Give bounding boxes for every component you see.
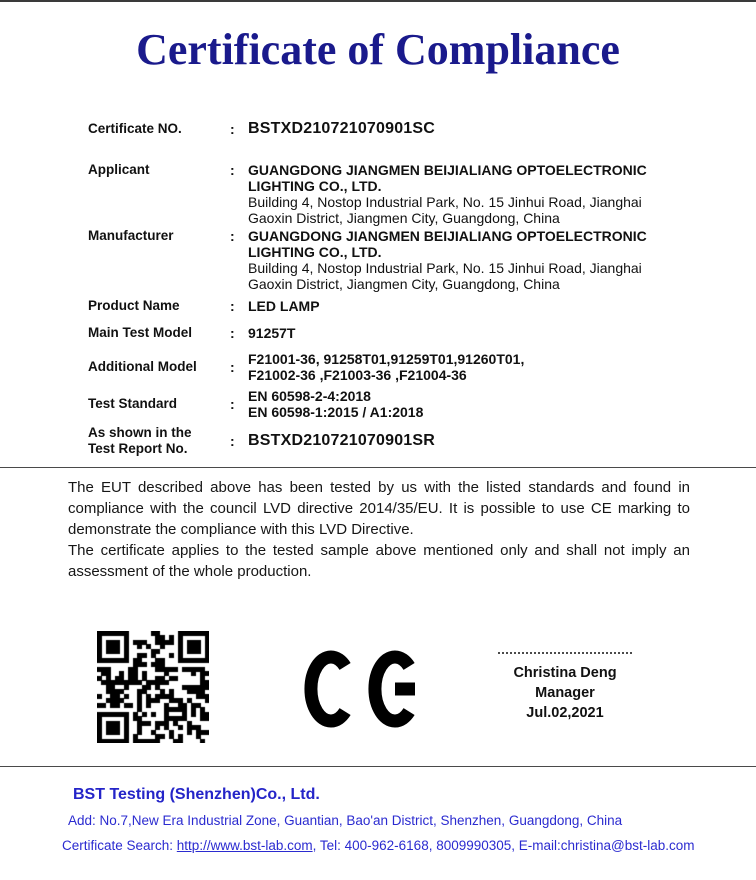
field-colon: : [230, 396, 235, 412]
footer-address: Add: No.7,New Era Industrial Zone, Guantian, Bao'an District, Shenzhen, Guangdong, China [68, 813, 623, 828]
field-label: Manufacturer [88, 228, 174, 243]
top-border-line [0, 0, 756, 2]
field-label [88, 425, 230, 457]
report-label-line1: As shown in the [88, 425, 192, 440]
field-row-test-standard [88, 388, 688, 420]
field-colon: : [230, 121, 235, 137]
signature-block [490, 652, 640, 723]
field-label: Certificate NO. [88, 121, 182, 136]
applicant-name-line1: GUANGDONG JIANGMEN BEIJIALIANG OPTOELECTRONIC [248, 162, 647, 178]
ce-mark-icon [303, 649, 429, 729]
main-test-model-value: 91257T [248, 325, 296, 341]
field-label: Product Name [88, 298, 180, 313]
signatory-name: Christina Deng [513, 665, 617, 681]
manufacturer-address-line1: Building 4, Nostop Industrial Park, No. 15 Jinhui Road, Jianghai [248, 260, 642, 276]
manufacturer-name-line2: LIGHTING CO., LTD. [248, 244, 382, 260]
field-row-applicant [88, 162, 688, 226]
field-label: Main Test Model [88, 325, 193, 340]
statement-paragraph-2: The certificate applies to the tested sample above mentioned only and shall not imply an assessment of the whole production. [68, 542, 690, 580]
test-standard-value [248, 388, 688, 420]
field-row-test-report-no [88, 425, 688, 457]
additional-model-line1: F21001-36, 91258T01,91259T01,91260T01, [248, 351, 525, 367]
footer-company-name: BST Testing (Shenzhen)Co., Ltd. [73, 786, 320, 803]
test-standard-line1: EN 60598-2-4:2018 [248, 388, 371, 404]
field-colon: : [230, 325, 235, 341]
certificate-no-value: BSTXD210721070901SC [248, 120, 436, 137]
footer-contact-rest: , Tel: 400-962-6168, 8009990305, E-mail:christina@bst-lab.com [312, 838, 695, 853]
additional-model-line2: F21002-36 ,F21003-36 ,F21004-36 [248, 367, 467, 383]
field-row-manufacturer [88, 228, 688, 292]
applicant-address-line2: Gaoxin District, Jiangmen City, Guangdong, China [248, 210, 560, 226]
additional-model-value [248, 351, 688, 383]
product-name-value: LED LAMP [248, 298, 320, 314]
manufacturer-address-line2: Gaoxin District, Jiangmen City, Guangdong, China [248, 276, 560, 292]
signature-date: Jul.02,2021 [526, 705, 604, 721]
field-label: Applicant [88, 162, 150, 177]
manufacturer-value [248, 228, 688, 292]
applicant-address-line1: Building 4, Nostop Industrial Park, No. 15 Jinhui Road, Jianghai [248, 194, 642, 210]
test-standard-line2: EN 60598-1:2015 / A1:2018 [248, 404, 424, 420]
manufacturer-name-line1: GUANGDONG JIANGMEN BEIJIALIANG OPTOELECTRONIC [248, 228, 647, 244]
certificate-search-link[interactable]: http://www.bst-lab.com [176, 838, 313, 853]
report-label-line2: Test Report No. [88, 441, 188, 456]
field-colon: : [230, 228, 235, 244]
qr-code [97, 631, 209, 743]
field-row-certificate-no [88, 121, 688, 137]
field-label: Test Standard [88, 396, 178, 411]
applicant-value [248, 162, 688, 226]
field-colon: : [230, 298, 235, 314]
footer-divider [0, 766, 756, 767]
field-colon: : [230, 433, 235, 449]
test-report-no-value: BSTXD210721070901SR [248, 432, 436, 449]
field-row-main-test-model [88, 325, 688, 341]
certificate-search-label: Certificate Search: [62, 838, 177, 853]
field-label: Additional Model [88, 359, 197, 374]
applicant-name-line2: LIGHTING CO., LTD. [248, 178, 382, 194]
field-row-additional-model [88, 351, 688, 383]
signature-dotted-line [498, 652, 632, 654]
section-divider [0, 467, 756, 468]
field-colon: : [230, 359, 235, 375]
field-colon: : [230, 162, 235, 178]
certificate-fields-table [88, 121, 688, 457]
page-title: Certificate of Compliance [136, 25, 620, 74]
signatory-role: Manager [535, 685, 595, 701]
statement-paragraph-1: The EUT described above has been tested by us with the listed standards and found in compliance with the council LVD directive 2014/35/EU. It is possible to use CE marking to demonstrate the compliance with this LVD Directive. [68, 479, 690, 538]
compliance-statement [68, 477, 690, 582]
footer-contact-line [62, 838, 695, 853]
field-row-product-name [88, 298, 688, 314]
